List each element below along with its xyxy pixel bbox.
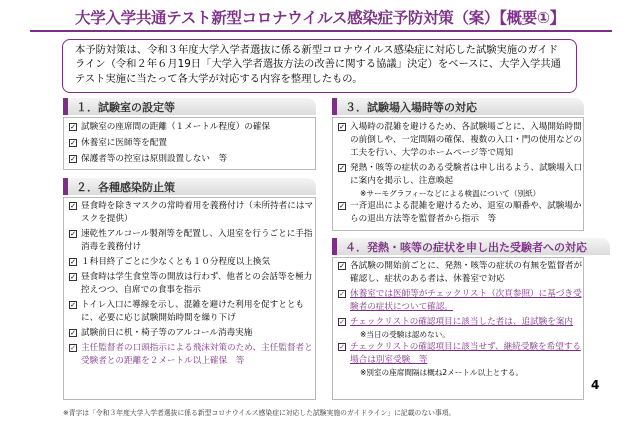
list-item: ✓ チェックリストの確認項目に該当した者は、追試験を案内 (339, 317, 574, 327)
note-seat-spacing: ※別室の座席間隔は概ね2メートル以上とする。 (360, 368, 524, 377)
section-body (63, 197, 316, 400)
section-header (332, 238, 610, 255)
note-same-day: ※当日の受験は認めない。 (360, 330, 450, 339)
section-body (332, 257, 584, 400)
list-item: ✓ 試験室の座席間の距離（１メートル程度）の確保 (70, 122, 271, 132)
checkbox-icon: ✓ (70, 230, 76, 238)
list-item: ✓ 各試験の開始前ごとに、発熱・咳等の症状の有無を監督者が確認し、症状のある者は、休養室で対応 (339, 261, 583, 284)
list-item: ✓ 昼食時を除きマスクの常時着用を義務付け（未所持者にはマスクを提供） (70, 201, 314, 224)
checkbox-icon: ✓ (70, 273, 76, 281)
checkbox-icon: ✓ (70, 139, 76, 147)
section-room-setup (63, 98, 316, 172)
list-item: ✓ 休養室では医師等がチェックリスト（次頁参照）に基づき受験者の症状について確認。 (339, 289, 582, 312)
section-heading: ３．試験場入場時等の対応 (345, 101, 477, 114)
section-accent-bar (63, 178, 68, 195)
list-item: ✓ 速乾性アルコール製剤等を配置し、入退室を行うごとに手指消毒を義務付け (70, 229, 313, 252)
checkbox-icon: ✓ (339, 290, 345, 298)
section-header (332, 98, 584, 115)
title-divider (30, 30, 612, 32)
section-heading: ２．各種感染防止策 (76, 181, 175, 194)
section-accent-bar (63, 98, 68, 115)
checkbox-icon: ✓ (70, 344, 76, 352)
section-symptomatic-response (332, 238, 610, 400)
section-body (332, 117, 584, 231)
footnote: ※青字は「令和３年度大学入学者選抜に係る新型コロナウイルス感染症に対応した試験実施のガイドライン」に記載のない事項。 (63, 409, 456, 417)
checkbox-icon: ✓ (339, 318, 345, 326)
intro-box: 本予防対策は、令和３年度大学入学者選抜に係る新型コロナウイルス感染症に対応した試験実施のガイドライン（令和２年６月19日「大学入学者選抜方法の改善に関する協議」決定）をベースに、大学入学共通テスト実施に当たって各大学が対応する内容を整理したもの。 (62, 39, 577, 93)
section-body (63, 117, 316, 170)
section-accent-bar (332, 98, 337, 115)
checkbox-icon: ✓ (70, 123, 76, 131)
page-number: 4 (591, 378, 600, 392)
page-title: 大学入学共通テスト新型コロナウイルス感染症予防対策（案）【概要①】 (75, 9, 565, 27)
checkbox-icon: ✓ (339, 262, 345, 270)
checkbox-icon: ✓ (70, 202, 76, 210)
list-item: ✓ 一斉退出による混雑を避けるため、退室の順番や、試験場からの退出方法等を監督者から指示 等 (339, 201, 582, 224)
note-thermography: ※サーモグラフィーなどによる検温について（別紙） (360, 189, 541, 198)
list-item: ✓ チェックリストの確認項目に該当せず、継続受験を希望する場合は別室受験 等 (339, 342, 581, 365)
section-heading: １．試験室の設定等 (76, 101, 175, 114)
section-infection-prevention (63, 178, 316, 400)
checkbox-icon: ✓ (70, 258, 76, 266)
section-accent-bar (332, 238, 337, 255)
list-item: ✓ 入場時の混雑を避けるため、各試験場ごとに、入場開始時間の前倒しや、一定間隔の確保、複数の入口・門の使用などの工夫を行い、大学のホームページ等で周知 (339, 122, 582, 158)
checkbox-icon: ✓ (70, 155, 76, 163)
list-item: ✓ １科目終了ごとに少なくとも１０分程度以上換気 (70, 257, 271, 267)
list-item: ✓ 昼食時は学生食堂等の開放は行わず、他者との会話等を極力控えつつ、自席での食事を指示 (70, 272, 313, 295)
checkbox-icon: ✓ (339, 343, 345, 351)
checkbox-icon: ✓ (339, 202, 345, 210)
list-item: ✓ 休養室に医師等を配置 (70, 138, 167, 148)
list-item: ✓ 保護者等の控室は原則設置しない 等 (70, 154, 228, 164)
list-item: ✓ トイレ入口に導線を示し、混雑を避けた利用を促すとともに、必要に応じ試験開始時間を繰り下げ (70, 300, 305, 323)
list-item: ✓ 発熱・咳等の症状のある受験者は申し出るよう、試験場入口に案内を掲示し、注意喚起 (339, 163, 583, 186)
section-header (63, 98, 316, 115)
section-entry-response (332, 98, 584, 231)
checkbox-icon: ✓ (339, 164, 345, 172)
checkbox-icon: ✓ (339, 123, 345, 131)
list-item: ✓ 主任監督者の口頭指示による飛沫対策のため、主任監督者と受験者との距離を２メートル以上確保 等 (70, 343, 313, 366)
list-item: ✓ 試験前日に机・椅子等のアルコール消毒実施 (70, 328, 253, 338)
section-header (63, 178, 316, 195)
checkbox-icon: ✓ (70, 301, 76, 309)
section-heading: ４．発熱・咳等の症状を申し出た受験者への対応 (345, 241, 587, 254)
checkbox-icon: ✓ (70, 329, 76, 337)
